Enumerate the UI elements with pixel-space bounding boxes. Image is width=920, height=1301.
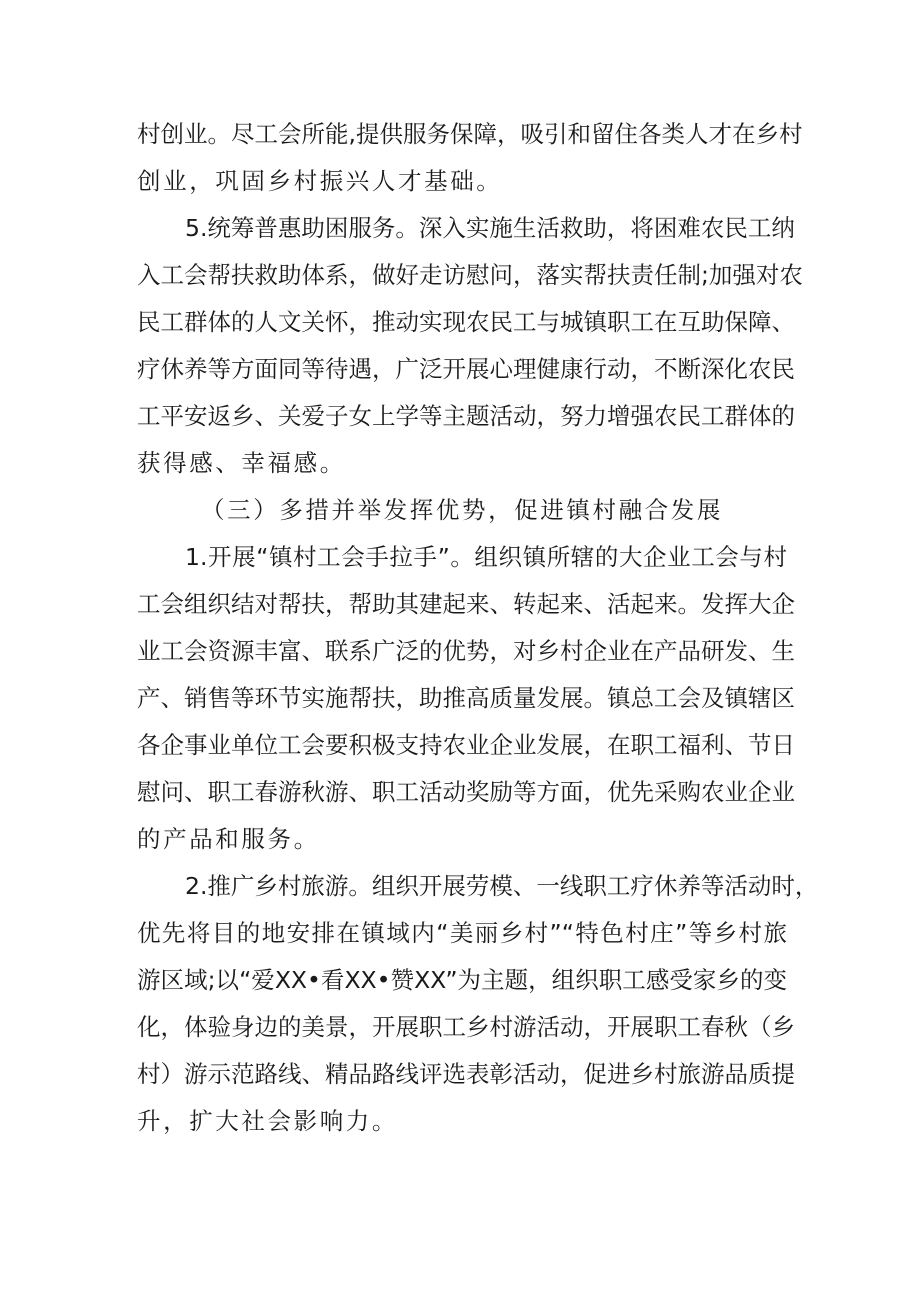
- paragraph-line: 获得感、幸福感。: [137, 449, 346, 477]
- paragraph-line: 的产品和服务。: [137, 825, 320, 853]
- paragraph-line: 慰问、职工春游秋游、职工活动奖励等方面，优先采购农业企业: [137, 778, 795, 806]
- paragraph-line: 业工会资源丰富、联系广泛的优势，对乡村企业在产品研发、生: [137, 637, 795, 665]
- paragraph-line: 工会组织结对帮扶，帮助其建起来、转起来、活起来。发挥大企: [137, 590, 795, 618]
- paragraph-line: 村创业。尽工会所能,提供服务保障，吸引和留住各类人才在乡村: [137, 120, 803, 148]
- paragraph-line: 创业，巩固乡村振兴人才基础。: [137, 167, 503, 195]
- paragraph-line: 产、销售等环节实施帮扶，助推高质量发展。镇总工会及镇辖区: [137, 684, 795, 712]
- paragraph-line: 各企事业单位工会要积极支持农业企业发展，在职工福利、节日: [137, 731, 795, 759]
- paragraph-line: 工平安返乡、关爱子女上学等主题活动，努力增强农民工群体的: [137, 402, 795, 430]
- section-heading: （三）多措并举发挥优势，促进镇村融合发展: [201, 496, 723, 524]
- paragraph-line: 疗休养等方面同等待遇，广泛开展心理健康行动，不断深化农民: [137, 355, 795, 383]
- paragraph-line: 优先将目的地安排在镇域内“美丽乡村”“特色村庄”等乡村旅: [137, 919, 787, 947]
- paragraph-line: 游区域;以“爱XX•看XX•赞XX”为主题，组织职工感受家乡的变: [137, 966, 787, 994]
- paragraph-line: 5.统筹普惠助困服务。深入实施生活救助，将困难农民工纳: [185, 214, 795, 242]
- paragraph-line: 1.开展“镇村工会手拉手”。组织镇所辖的大企业工会与村: [185, 543, 787, 571]
- paragraph-line: 民工群体的人文关怀，推动实现农民工与城镇职工在互助保障、: [137, 308, 795, 336]
- paragraph-line: 化，体验身边的美景，开展职工乡村游活动，开展职工春秋（乡: [137, 1013, 795, 1041]
- paragraph-line: 2.推广乡村旅游。组织开展劳模、一线职工疗休养等活动时，: [185, 872, 819, 900]
- paragraph-line: 升，扩大社会影响力。: [137, 1107, 398, 1135]
- paragraph-line: 入工会帮扶救助体系，做好走访慰问，落实帮扶责任制;加强对农: [137, 261, 803, 289]
- paragraph-line: 村）游示范路线、精品路线评选表彰活动，促进乡村旅游品质提: [137, 1060, 795, 1088]
